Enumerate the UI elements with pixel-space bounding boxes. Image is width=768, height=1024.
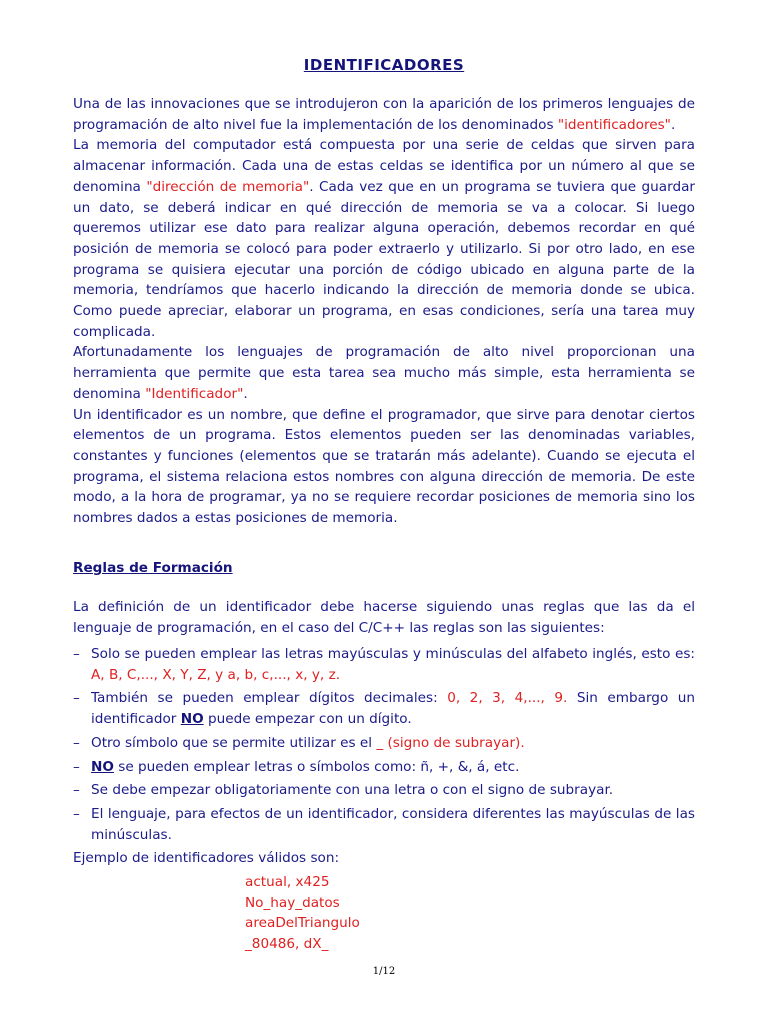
dash-bullet: – <box>73 734 80 751</box>
list-item <box>73 757 695 778</box>
highlight-term: 0, 2, 3, 4,..., 9. <box>447 690 568 707</box>
text-run: . <box>243 385 248 402</box>
dash-bullet: – <box>73 646 80 662</box>
dash-bullet: – <box>73 690 80 707</box>
list-item <box>73 644 695 685</box>
highlight-term: _ (signo de subrayar). <box>376 734 525 751</box>
rules-intro-paragraph: La definición de un identificador debe hacerse siguiendo unas reglas que las da el lenguaje de programación, en el caso del C/C++ las reglas son las siguientes: <box>73 599 695 636</box>
rules-heading: Reglas de Formación <box>73 560 233 576</box>
text-run: puede empezar con un dígito. <box>203 711 412 728</box>
text-run: Otro símbolo que se permite utilizar es el <box>91 734 377 751</box>
dash-bullet: – <box>73 805 80 822</box>
text-run: También se pueden emplear dígitos decimales: <box>91 690 448 707</box>
list-item <box>73 688 695 729</box>
rules-intro <box>73 597 695 638</box>
example-item: _80486, dX_ <box>245 935 329 952</box>
page-number: 1/12 <box>372 966 396 977</box>
intro-paragraph-1 <box>73 94 695 135</box>
intro-section <box>73 94 695 529</box>
list-item <box>73 733 695 754</box>
highlight-term: "Identificador" <box>145 385 244 402</box>
example-item: areaDelTriangulo <box>245 915 360 932</box>
dash-bullet: – <box>73 782 80 799</box>
text-run: Se debe empezar obligatoriamente con una letra o con el signo de subrayar. <box>91 782 614 799</box>
text-run: La memoria del computador está compuesta por una serie de celdas que sirven para almacenar información. Cada una de estas celdas se identifica por un número al que se denomina <box>73 137 695 195</box>
text-run: Solo se pueden emplear las letras mayúsculas y minúsculas del alfabeto inglés, esto es: <box>91 646 695 662</box>
document-page <box>73 0 695 1024</box>
example-item: No_hay_datos <box>245 894 340 911</box>
examples-label: Ejemplo de identificadores válidos son: <box>73 850 340 866</box>
highlight-term: "identificadores" <box>557 116 671 133</box>
text-run: se pueden emplear letras o símbolos como: ñ, +, &, á, etc. <box>113 758 520 775</box>
emphasis-no: NO <box>180 711 204 728</box>
text-run: . <box>670 116 676 133</box>
text-run: Una de las innovaciones que se introdujeron con la aparición de los primeros lenguajes de programación de alto nivel fue la implementación de los denominados <box>73 96 695 133</box>
highlight-term: A, B, C,..., X, Y, Z, y a, b, c,..., x, y, z. <box>91 666 341 683</box>
list-item <box>73 780 695 801</box>
text-run: El lenguaje, para efectos de un identificador, considera diferentes las mayúsculas de las minúsculas. <box>91 805 695 843</box>
text-run: . Cada vez que en un programa se tuviera que guardar un dato, se deberá indicar en qué dirección de memoria se va a colocar. Si luego queremos utilizar ese dato para realizar alguna operación, debemos recordar en qué posición de memoria se colocó para poder extraerlo y utilizarlo. Si por otro lado, en ese programa se quisiera ejecutar una porción de código ubicado en alguna parte de la memoria, tendríamos que hacerlo indicando la dirección de memoria donde se ubica. Como puede apreciar, elaborar un programa, en esas condiciones, sería una tarea muy complicada. <box>73 178 696 340</box>
text-run: Afortunadamente los lenguajes de programación de alto nivel proporcionan una herramienta que permite que esta tarea sea mucho más simple, esta herramienta se denomina <box>73 344 695 402</box>
rules-list <box>73 644 695 848</box>
example-item: actual, x425 <box>245 874 330 890</box>
intro-paragraph-2 <box>73 135 695 342</box>
intro-paragraph-3 <box>73 342 695 404</box>
text-run: Sin embargo un identificador <box>91 690 695 728</box>
list-item <box>73 804 695 845</box>
examples-list <box>245 872 360 954</box>
dash-bullet: – <box>73 758 80 775</box>
highlight-term: "dirección de memoria" <box>146 178 310 195</box>
intro-paragraph-4: Un identificador es un nombre, que define el programador, que sirve para denotar ciertos elementos de un programa. Estos elementos pueden ser las denominadas variables, constantes y funciones (elementos que se tratarán más adelante). Cuando se ejecuta el programa, el sistema relaciona estos nombres con alguna dirección de memoria. De este modo, a la hora de programar, ya no se requiere recordar posiciones de memoria sino los nombres dados a estas posiciones de memoria. <box>73 406 695 527</box>
emphasis-no: NO <box>91 758 114 775</box>
page-title: IDENTIFICADORES <box>303 56 465 74</box>
